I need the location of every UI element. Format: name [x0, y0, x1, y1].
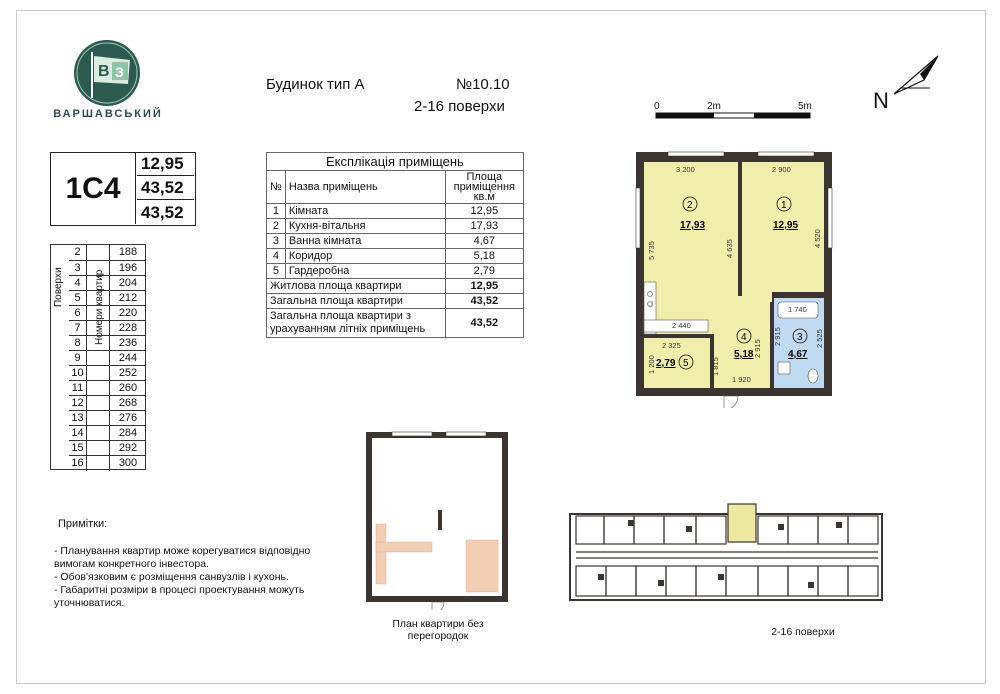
table-row: [69, 335, 146, 350]
note-item: - Обов'язковим є розміщення санвузлів і кухонь.: [54, 571, 289, 583]
floors-table: [50, 244, 146, 470]
svg-text:2 440: 2 440: [672, 321, 691, 330]
table-row: 3 Ванна кімната 4,67: [267, 234, 524, 249]
floor-number: 10: [69, 366, 87, 381]
apartment-number: 252: [109, 366, 146, 381]
brand-name: ВАРШАВСЬКИЙ: [53, 108, 163, 120]
floors-label: Поверхи: [53, 267, 64, 307]
apartment-number: 196: [109, 261, 146, 276]
building-type: Будинок тип А: [266, 76, 365, 93]
svg-text:4 520: 4 520: [813, 229, 822, 248]
floor-number: 4: [69, 276, 87, 291]
svg-text:2 325: 2 325: [662, 341, 681, 350]
scale-zero: 0: [654, 101, 660, 112]
brand-logo: [72, 38, 142, 108]
apartment-floor-plan: [628, 148, 838, 408]
svg-text:4,67: 4,67: [788, 349, 808, 360]
table-row: [69, 410, 146, 425]
total-area-row: Загальна площа квартири 43,52: [267, 294, 524, 309]
apartment-number: 212: [109, 291, 146, 306]
total-area-value: 43,52: [137, 177, 194, 200]
apt-numbers-label: Номери квартир: [94, 269, 105, 345]
table-row: [69, 305, 146, 320]
highlighted-apartment: [728, 504, 756, 542]
floor-overview-plan: [568, 500, 884, 604]
floor-number: 2: [69, 245, 87, 260]
svg-text:2: 2: [687, 200, 693, 211]
open-plan-caption: План квартири без перегородок: [392, 618, 484, 642]
table-row: [69, 365, 146, 380]
svg-text:2,79: 2,79: [656, 358, 676, 369]
svg-text:1 200: 1 200: [647, 355, 656, 374]
living-area-value: 12,95: [137, 153, 194, 176]
explication-title: Експлікація приміщень: [267, 153, 524, 171]
scale-end: 5m: [798, 101, 812, 112]
table-row: [69, 275, 146, 290]
floor-plan-caption: 2-16 поверхи: [771, 626, 835, 638]
floor-number: 16: [69, 456, 87, 471]
apartment-number: 276: [109, 411, 146, 426]
apartment-code-box: [50, 152, 196, 226]
note-item: - Планування квартир може корегуватися відповідно вимогам конкретного інвестора.: [54, 545, 311, 570]
col-name-header: Назва приміщень: [285, 171, 445, 204]
svg-text:2 915: 2 915: [773, 327, 782, 346]
apartment-number: 220: [109, 306, 146, 321]
apartment-number: 292: [109, 441, 146, 456]
floor-number: 13: [69, 411, 87, 426]
table-row: [69, 350, 146, 365]
compass-north-label: N: [873, 88, 889, 113]
table-row: [69, 440, 146, 455]
svg-text:4: 4: [741, 332, 747, 343]
note-item: - Габаритні розміри в процесі проектування можуть уточнюватися.: [54, 584, 305, 609]
table-row: [69, 320, 146, 335]
table-row: 1 Кімната 12,95: [267, 204, 524, 219]
floor-number: 6: [69, 306, 87, 321]
apartment-number: 268: [109, 396, 146, 411]
table-row: [69, 380, 146, 395]
table-row: 5 Гардеробна 2,79: [267, 264, 524, 279]
svg-text:5 735: 5 735: [647, 241, 656, 260]
floor-number: 7: [69, 321, 87, 336]
svg-text:2 900: 2 900: [772, 165, 791, 174]
section-number: №10.10: [456, 76, 510, 93]
svg-text:3: 3: [797, 332, 803, 343]
floor-number: 8: [69, 336, 87, 351]
table-row: 2 Кухня-вітальня 17,93: [267, 219, 524, 234]
floor-number: 3: [69, 261, 87, 276]
open-plan-drawing: [362, 430, 512, 610]
scale-bar: [654, 112, 814, 120]
compass-arrow-icon: [890, 50, 950, 100]
apartment-number: 236: [109, 336, 146, 351]
svg-text:1: 1: [781, 200, 787, 211]
col-area-header: Площа приміщення кв.м: [445, 171, 523, 204]
svg-text:4 635: 4 635: [725, 239, 734, 258]
svg-text:2 525: 2 525: [815, 329, 824, 348]
apartment-number: 228: [109, 321, 146, 336]
scale-mid: 2m: [707, 101, 721, 112]
svg-text:В: В: [98, 63, 110, 80]
svg-text:1 920: 1 920: [732, 375, 751, 384]
floor-number: 9: [69, 351, 87, 366]
col-num-header: №: [267, 171, 286, 204]
floor-number: 12: [69, 396, 87, 411]
apartment-number: 284: [109, 426, 146, 441]
table-row: [69, 425, 146, 440]
table-row: [69, 290, 146, 305]
svg-text:1 815: 1 815: [711, 357, 720, 376]
summer-area-row: Загальна площа квартири з урахуванням літніх приміщень 43,52: [267, 309, 524, 338]
svg-text:12,95: 12,95: [773, 220, 799, 231]
apartment-number: 204: [109, 276, 146, 291]
svg-text:З: З: [115, 64, 124, 80]
summer-area-value: 43,52: [141, 202, 184, 222]
apartment-number: 260: [109, 381, 146, 396]
svg-text:17,93: 17,93: [680, 220, 706, 231]
notes-title: Примітки:: [58, 518, 108, 530]
svg-text:3 200: 3 200: [676, 165, 695, 174]
svg-text:5,18: 5,18: [734, 349, 754, 360]
apartment-number: 300: [109, 456, 146, 471]
floor-number: 14: [69, 426, 87, 441]
svg-text:2 915: 2 915: [753, 339, 762, 358]
floor-number: 15: [69, 441, 87, 456]
table-row: [69, 455, 146, 470]
svg-text:1 740: 1 740: [788, 305, 807, 314]
floor-number: 5: [69, 291, 87, 306]
living-area-row: Житлова площа квартири 12,95: [267, 279, 524, 294]
table-row: [69, 260, 146, 275]
apartment-number: 244: [109, 351, 146, 366]
apartment-code: 1С4: [51, 153, 136, 224]
table-row: [69, 245, 146, 260]
table-row: [69, 395, 146, 410]
floors-range: 2-16 поверхи: [414, 98, 505, 115]
explication-table: [266, 152, 524, 338]
apartment-number: 188: [109, 245, 146, 260]
svg-text:5: 5: [683, 358, 689, 369]
table-row: 4 Коридор 5,18: [267, 249, 524, 264]
floor-number: 11: [69, 381, 87, 396]
